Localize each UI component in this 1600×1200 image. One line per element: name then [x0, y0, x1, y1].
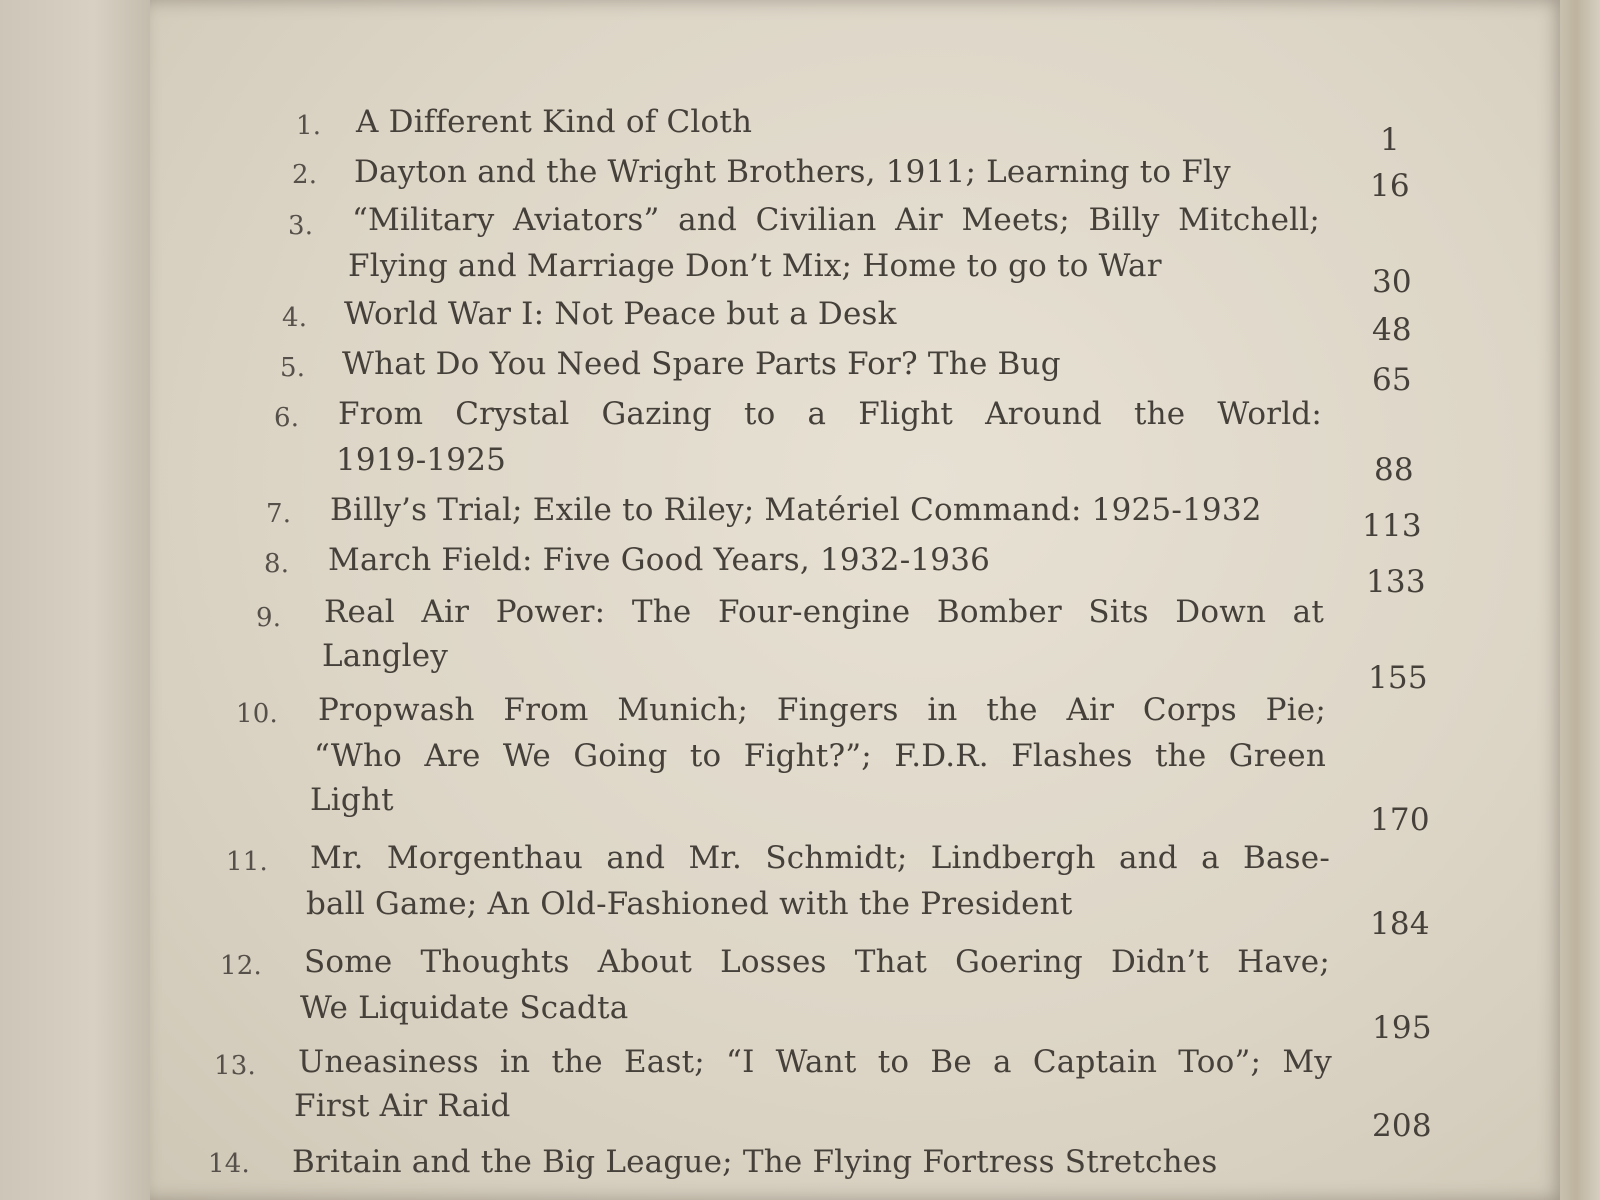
chapter-number: 9.	[256, 603, 282, 633]
chapter-number: 4.	[282, 303, 308, 333]
chapter-title-line: Flying and Marriage Don’t Mix; Home to go to War	[348, 248, 1162, 284]
chapter-title-line: From Crystal Gazing to a Flight Around the World:	[338, 396, 1322, 432]
page-number: 16	[1370, 168, 1410, 204]
chapter-title: What Do You Need Spare Parts For? The Bug	[342, 346, 1061, 382]
chapter-title-line: Mr. Morgenthau and Mr. Schmidt; Lindbergh and a Base-	[310, 840, 1330, 876]
chapter-number: 11.	[226, 847, 268, 877]
chapter-title: A Different Kind of Cloth	[356, 104, 753, 140]
chapter-number: 3.	[288, 211, 314, 241]
chapter-number: 6.	[274, 403, 300, 433]
chapter-title-line: 1919-1925	[336, 442, 507, 478]
page-number: 65	[1372, 362, 1412, 398]
page-number: 48	[1372, 312, 1412, 348]
page-number: 195	[1372, 1010, 1432, 1046]
chapter-number: 14.	[208, 1149, 250, 1179]
chapter-number: 2.	[292, 160, 318, 190]
page-number: 170	[1370, 802, 1430, 838]
chapter-title-line: Real Air Power: The Four-engine Bomber Sits Down at	[324, 594, 1324, 630]
chapter-title: March Field: Five Good Years, 1932-1936	[328, 542, 991, 578]
chapter-title-line: Light	[310, 782, 394, 818]
page-number: 208	[1372, 1108, 1432, 1144]
chapter-title-line: Langley	[322, 638, 449, 674]
page-number: 133	[1366, 564, 1426, 600]
chapter-number: 5.	[280, 353, 306, 383]
chapter-number: 13.	[214, 1051, 256, 1081]
chapter-number: 7.	[266, 499, 292, 529]
chapter-title: Dayton and the Wright Brothers, 1911; Learning to Fly	[354, 154, 1231, 190]
chapter-number: 8.	[264, 549, 290, 579]
chapter-title-line: Propwash From Munich; Fingers in the Air Corps Pie;	[318, 692, 1326, 728]
page-number: 155	[1368, 660, 1428, 696]
page-number: 113	[1362, 508, 1422, 544]
chapter-title-line: We Liquidate Scadta	[300, 990, 629, 1026]
page-number: 88	[1374, 452, 1414, 488]
chapter-number: 12.	[220, 951, 262, 981]
chapter-number: 1.	[296, 111, 322, 141]
chapter-title-line: “Who Are We Going to Fight?”; F.D.R. Flashes the Green	[314, 738, 1326, 774]
page-number: 1	[1380, 122, 1400, 158]
chapter-title-line: First Air Raid	[294, 1088, 511, 1124]
page-number: 184	[1370, 906, 1430, 942]
chapter-title-line: ball Game; An Old-Fashioned with the President	[306, 886, 1073, 922]
chapter-title: Billy’s Trial; Exile to Riley; Matériel Command: 1925-1932	[330, 492, 1262, 528]
chapter-number: 10.	[236, 699, 278, 729]
chapter-title: Britain and the Big League; The Flying Fortress Stretches	[292, 1144, 1218, 1180]
chapter-title-line: Uneasiness in the East; “I Want to Be a Captain Too”; My	[298, 1044, 1332, 1080]
chapter-title-line: “Military Aviators” and Civilian Air Meets; Billy Mitchell;	[352, 202, 1320, 238]
page-number: 30	[1372, 264, 1412, 300]
chapter-title-line: Some Thoughts About Losses That Goering Didn’t Have;	[304, 944, 1330, 980]
chapter-title: World War I: Not Peace but a Desk	[344, 296, 897, 332]
